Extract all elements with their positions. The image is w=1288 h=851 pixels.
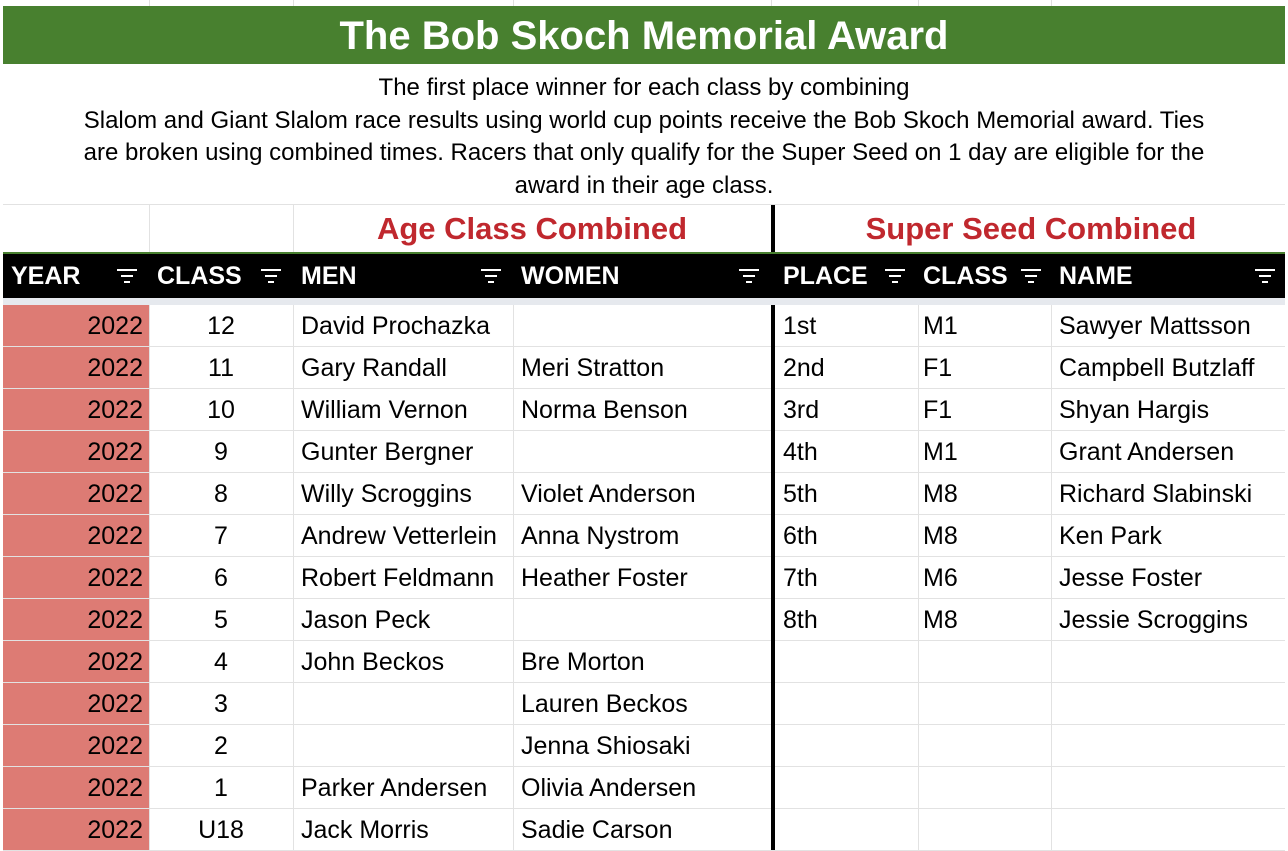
- name-cell[interactable]: Richard Slabinski: [1059, 480, 1253, 508]
- women-cell[interactable]: Meri Stratton: [521, 354, 665, 382]
- women-cell[interactable]: Violet Anderson: [521, 480, 696, 508]
- place-cell[interactable]: [775, 809, 915, 851]
- year-cell[interactable]: 2022: [3, 683, 149, 725]
- year-cell[interactable]: 2022: [3, 641, 149, 683]
- name-header[interactable]: [1051, 254, 1285, 298]
- year-cell[interactable]: 2022: [3, 305, 149, 347]
- seed-class-cell[interactable]: [915, 683, 1051, 725]
- seed-class-cell[interactable]: [915, 809, 1051, 851]
- name-cell[interactable]: Jessie Scroggins: [1059, 606, 1248, 634]
- table-row: [3, 725, 1285, 767]
- gridline: [149, 305, 150, 850]
- place-cell[interactable]: [775, 683, 915, 725]
- name-header-label: NAME: [1059, 262, 1133, 290]
- seed-class-header[interactable]: [915, 254, 1051, 298]
- women-cell[interactable]: Sadie Carson: [521, 816, 673, 844]
- class-cell[interactable]: 2: [214, 732, 228, 760]
- filter-icon[interactable]: [1021, 269, 1041, 283]
- seed-class-cell[interactable]: F1: [923, 396, 953, 424]
- women-cell[interactable]: Bre Morton: [521, 648, 645, 676]
- age-class-combined-title[interactable]: Age Class Combined: [376, 211, 688, 246]
- table-row: [3, 347, 1285, 389]
- table-row: [3, 473, 1285, 515]
- place-cell[interactable]: 6th: [783, 522, 818, 550]
- year-cell[interactable]: 2022: [3, 809, 149, 851]
- place-cell[interactable]: 2nd: [783, 354, 825, 382]
- year-cell[interactable]: 2022: [3, 515, 149, 557]
- men-cell[interactable]: Parker Andersen: [301, 774, 488, 802]
- filter-icon[interactable]: [1255, 269, 1275, 283]
- women-header-label: WOMEN: [521, 262, 620, 290]
- name-cell[interactable]: [1051, 725, 1285, 767]
- table-row: [3, 389, 1285, 431]
- filter-icon[interactable]: [481, 269, 501, 283]
- seed-class-cell[interactable]: M1: [923, 438, 958, 466]
- women-cell[interactable]: [513, 431, 771, 473]
- class-header[interactable]: [149, 254, 293, 298]
- name-cell[interactable]: [1051, 767, 1285, 809]
- seed-class-cell[interactable]: M8: [923, 480, 958, 508]
- name-cell[interactable]: Sawyer Mattsson: [1059, 312, 1251, 340]
- year-cell[interactable]: 2022: [3, 725, 149, 767]
- women-cell[interactable]: Jenna Shiosaki: [521, 732, 691, 760]
- men-cell[interactable]: [293, 683, 513, 725]
- place-cell[interactable]: 8th: [783, 606, 818, 634]
- name-cell[interactable]: [1051, 641, 1285, 683]
- place-header-label: PLACE: [783, 262, 868, 290]
- name-cell[interactable]: Ken Park: [1059, 522, 1162, 550]
- men-cell[interactable]: David Prochazka: [301, 312, 490, 340]
- description-line: award in their age class.: [514, 171, 774, 199]
- class-cell[interactable]: 12: [207, 312, 235, 340]
- women-cell[interactable]: Anna Nystrom: [521, 522, 680, 550]
- gridline: [149, 205, 150, 252]
- name-cell[interactable]: Campbell Butzlaff: [1059, 354, 1255, 382]
- year-cell[interactable]: 2022: [3, 473, 149, 515]
- table-row: [3, 431, 1285, 473]
- table-row: [3, 599, 1285, 641]
- gridline: [918, 305, 919, 850]
- table-row: [3, 683, 1285, 725]
- filter-icon[interactable]: [261, 269, 281, 283]
- women-cell[interactable]: Olivia Andersen: [521, 774, 697, 802]
- place-header[interactable]: [775, 254, 915, 298]
- men-cell[interactable]: Jason Peck: [301, 606, 431, 634]
- men-cell[interactable]: Robert Feldmann: [301, 564, 495, 592]
- table-row: [3, 641, 1285, 683]
- year-cell[interactable]: 2022: [3, 431, 149, 473]
- place-cell[interactable]: 7th: [783, 564, 818, 592]
- year-cell[interactable]: 2022: [3, 389, 149, 431]
- men-cell[interactable]: Gary Randall: [301, 354, 447, 382]
- seed-class-cell[interactable]: [915, 641, 1051, 683]
- section-divider: [771, 305, 775, 850]
- header-row: [3, 252, 1285, 298]
- header-freeze-band: [3, 298, 1285, 305]
- table-row: [3, 809, 1285, 851]
- class-cell[interactable]: 9: [214, 438, 228, 466]
- men-cell[interactable]: John Beckos: [301, 648, 445, 676]
- seed-class-cell[interactable]: F1: [923, 354, 953, 382]
- place-cell[interactable]: [775, 725, 915, 767]
- seed-class-cell[interactable]: M8: [923, 522, 958, 550]
- place-cell[interactable]: 4th: [783, 438, 818, 466]
- men-header[interactable]: [293, 254, 513, 298]
- men-cell[interactable]: Gunter Bergner: [301, 438, 474, 466]
- gridline: [293, 305, 294, 850]
- class-cell[interactable]: 6: [214, 564, 228, 592]
- name-cell[interactable]: Shyan Hargis: [1059, 396, 1210, 424]
- filter-icon[interactable]: [739, 269, 759, 283]
- men-cell[interactable]: Jack Morris: [301, 816, 429, 844]
- place-cell[interactable]: [775, 767, 915, 809]
- class-cell[interactable]: 8: [214, 480, 228, 508]
- seed-class-cell[interactable]: [915, 767, 1051, 809]
- seed-class-header-label: CLASS: [923, 262, 1008, 290]
- women-cell[interactable]: Heather Foster: [521, 564, 688, 592]
- place-cell[interactable]: 3rd: [783, 396, 820, 424]
- class-cell[interactable]: 10: [207, 396, 235, 424]
- men-cell[interactable]: William Vernon: [301, 396, 468, 424]
- table-row: [3, 515, 1285, 557]
- name-cell[interactable]: [1051, 809, 1285, 851]
- women-cell[interactable]: Lauren Beckos: [521, 690, 688, 718]
- women-cell[interactable]: Norma Benson: [521, 396, 688, 424]
- year-cell[interactable]: 2022: [3, 557, 149, 599]
- men-cell[interactable]: Willy Scroggins: [301, 480, 472, 508]
- year-header[interactable]: [3, 254, 149, 298]
- place-cell[interactable]: [775, 641, 915, 683]
- class-cell[interactable]: 11: [208, 354, 234, 382]
- women-cell[interactable]: [513, 305, 771, 347]
- year-cell[interactable]: 2022: [3, 599, 149, 641]
- table-row: [3, 767, 1285, 809]
- men-cell[interactable]: Andrew Vetterlein: [301, 522, 497, 550]
- seed-class-cell[interactable]: M6: [923, 564, 958, 592]
- name-cell[interactable]: [1051, 683, 1285, 725]
- gridline: [1051, 305, 1052, 850]
- seed-class-cell[interactable]: M1: [923, 312, 958, 340]
- seed-class-cell[interactable]: [915, 725, 1051, 767]
- seed-class-cell[interactable]: M8: [923, 606, 958, 634]
- description-line: are broken using combined times. Racers that only qualify for the Super Seed on 1 day are eligible for the: [83, 139, 1205, 166]
- super-seed-combined-title[interactable]: Super Seed Combined: [865, 211, 1197, 246]
- table-row: [3, 557, 1285, 599]
- class-cell[interactable]: 7: [214, 522, 228, 550]
- gridline: [513, 305, 514, 850]
- place-cell[interactable]: 5th: [783, 480, 818, 508]
- class-cell[interactable]: 1: [214, 774, 228, 802]
- men-cell[interactable]: [293, 725, 513, 767]
- women-header[interactable]: [513, 254, 771, 298]
- class-cell[interactable]: 4: [214, 648, 228, 676]
- award-description[interactable]: [3, 66, 1285, 202]
- year-header-label: YEAR: [11, 262, 81, 290]
- class-cell[interactable]: 5: [214, 606, 228, 634]
- description-line: The first place winner for each class by combining: [378, 74, 910, 101]
- place-cell[interactable]: 1st: [783, 312, 817, 340]
- gridline: [3, 204, 1285, 205]
- table-row: [3, 305, 1285, 347]
- filter-icon[interactable]: [117, 269, 137, 283]
- year-cell[interactable]: 2022: [3, 767, 149, 809]
- name-cell[interactable]: Jesse Foster: [1059, 564, 1203, 592]
- award-title[interactable]: The Bob Skoch Memorial Award: [3, 6, 1285, 64]
- class-cell[interactable]: U18: [198, 816, 244, 844]
- filter-icon[interactable]: [885, 269, 905, 283]
- name-cell[interactable]: Grant Andersen: [1059, 438, 1235, 466]
- class-cell[interactable]: 3: [214, 690, 228, 718]
- women-cell[interactable]: [513, 599, 771, 641]
- class-header-label: CLASS: [157, 262, 242, 290]
- men-header-label: MEN: [301, 262, 357, 290]
- description-line: Slalom and Giant Slalom race results using world cup points receive the Bob Skoch Memorial award. Ties: [83, 106, 1205, 134]
- year-cell[interactable]: 2022: [3, 347, 149, 389]
